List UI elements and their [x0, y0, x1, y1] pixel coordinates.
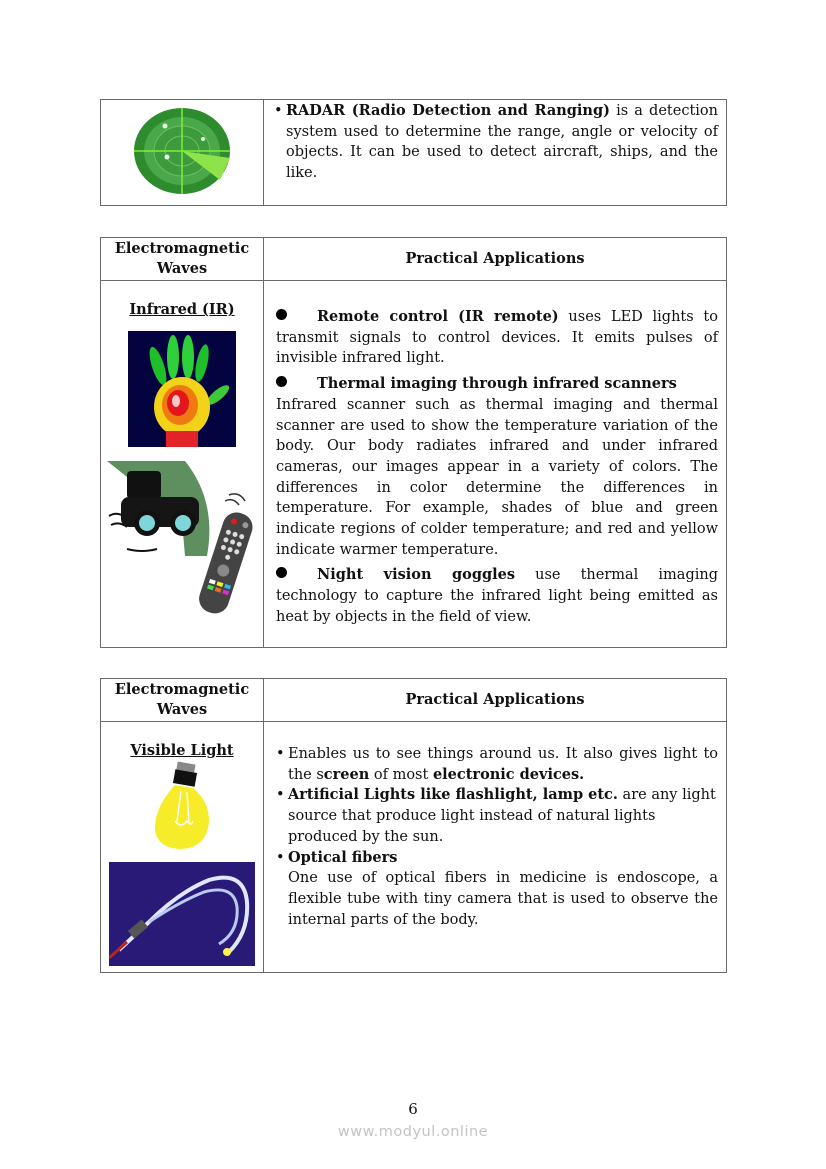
- visible-item-artificial-lights: • Artificial Lights like flashlight, lamp etc. are any light source that produce light instead of natural lights produced by the sun.: [276, 785, 718, 847]
- header-electromagnetic-waves: Electromagnetic Waves: [101, 679, 264, 722]
- bullet-icon: [276, 376, 287, 387]
- ir-item-thermal-imaging: Thermal imaging through infrared scanners Infrared scanner such as thermal imaging and thermal scanner are used to show the temperature variation of the body. Our body radiates infrared and under infrared cameras, our images appear in a variety of colors. The differences in color determine the differences in temperature. For example, shades of blue and green indicate regions of colder temperature; and red and yellow indicate warmer temperature.: [276, 375, 718, 558]
- header-practical-applications: Practical Applications: [264, 679, 727, 722]
- bullet-icon: [276, 309, 287, 320]
- wave-name-visible-light: Visible Light: [130, 742, 234, 759]
- page-number: 6: [408, 1100, 418, 1118]
- watermark: www.modyul.online: [337, 1124, 489, 1140]
- infrared-applications-cell: [264, 281, 727, 648]
- radar-description: • RADAR (Radio Detection and Ranging) is a detection system used to determine the range, angle or velocity of objects. It can be used to detect aircraft, ships, and the like.: [274, 101, 718, 184]
- visible-light-table: [100, 678, 727, 973]
- light-bulb-image: [147, 761, 217, 853]
- header-practical-applications: Practical Applications: [264, 238, 727, 281]
- bullet-icon: [276, 567, 287, 578]
- thermal-hand-image: [128, 331, 236, 447]
- infrared-images-cell: [101, 281, 264, 648]
- night-vision-goggles-and-remote-image: [107, 461, 259, 619]
- radar-image: [132, 106, 232, 196]
- ir-item-night-vision: Night vision goggles use thermal imaging technology to capture the infrared light being emitted as heat by objects in the field of view.: [276, 566, 718, 625]
- infrared-table: [100, 237, 727, 648]
- visible-item-optical-fibers: • Optical fibers One use of optical fibers in medicine is endoscope, a flexible tube with tiny camera that is used to observe the internal parts of the body.: [276, 848, 718, 931]
- visible-light-images-cell: [101, 722, 264, 973]
- radar-text-cell: [264, 100, 727, 206]
- visible-light-applications-cell: [264, 722, 727, 973]
- ir-item-remote-control: Remote control (IR remote) uses LED lights to transmit signals to control devices. It emits pulses of invisible infrared light.: [276, 308, 718, 367]
- radar-table: [100, 99, 727, 206]
- radar-image-cell: [101, 100, 264, 206]
- header-electromagnetic-waves: Electromagnetic Waves: [101, 238, 264, 281]
- optical-fiber-image: [109, 862, 255, 966]
- visible-item-seeing: • Enables us to see things around us. It also gives light to the screen of most electronic devices.: [276, 744, 718, 785]
- wave-name-infrared: Infrared (IR): [129, 301, 235, 318]
